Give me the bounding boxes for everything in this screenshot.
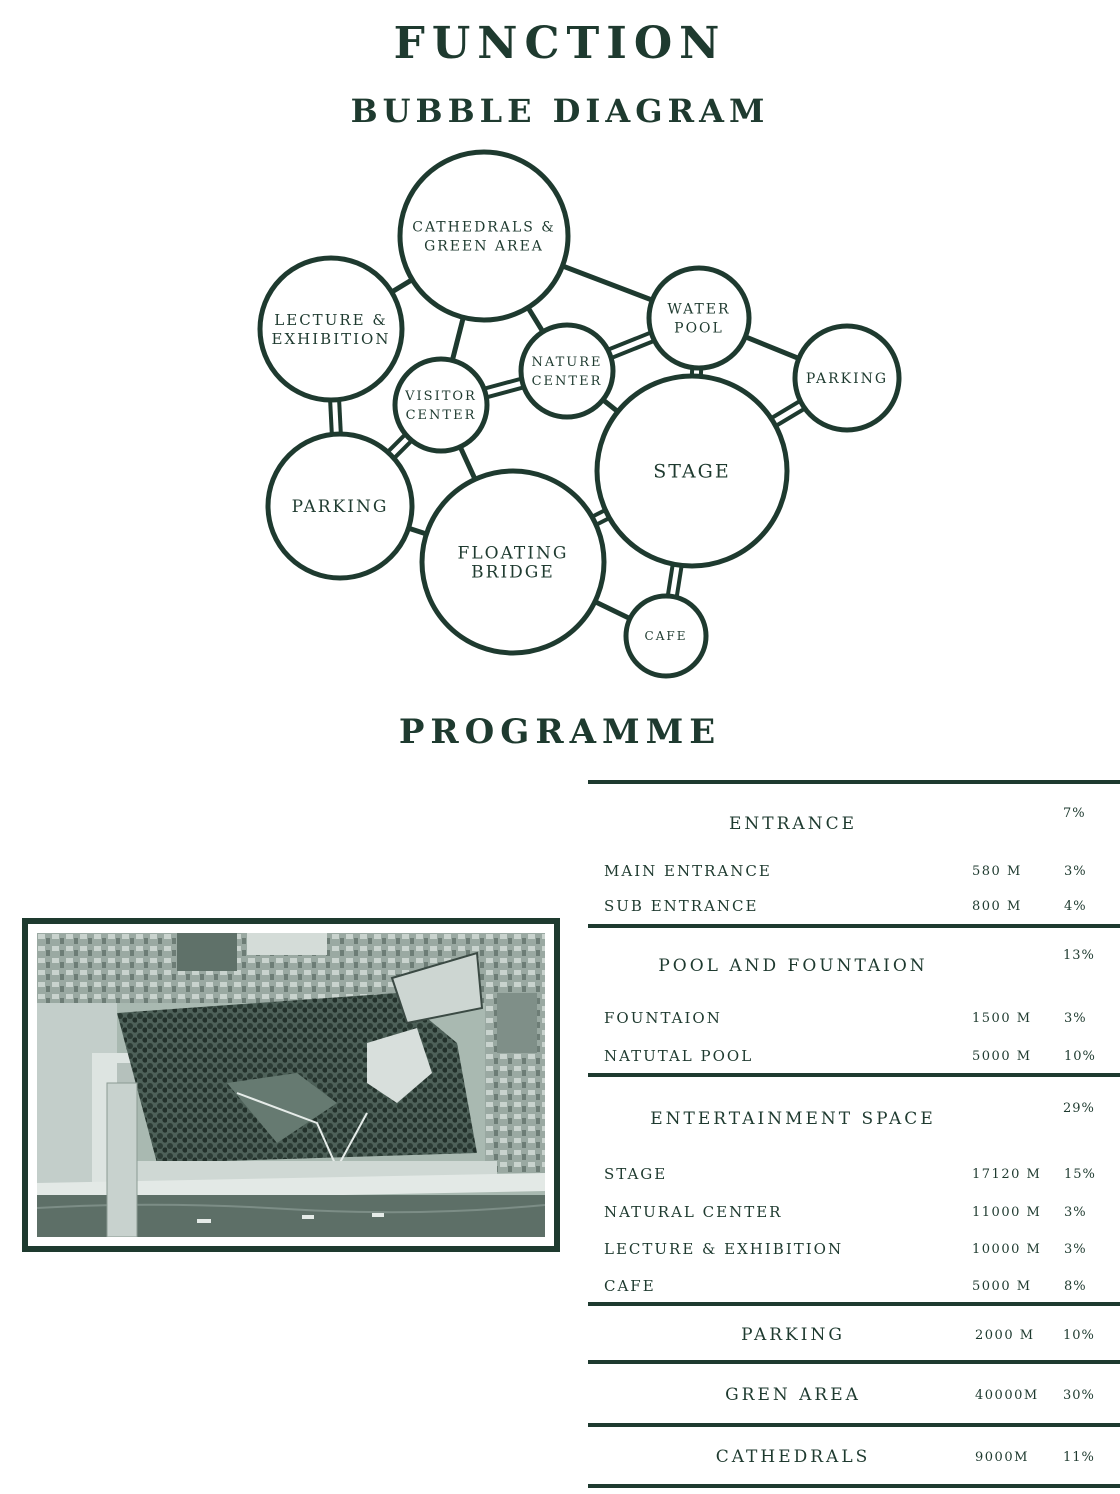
page-title: FUNCTION: [393, 18, 727, 69]
programme-row-percent: 4%: [1064, 899, 1087, 914]
programme-row-size: 580 M: [972, 864, 1022, 879]
bubble-lecture: [260, 258, 402, 400]
bubble-cafe: [626, 596, 706, 676]
programme-title: PROGRAMME: [398, 712, 722, 752]
programme-row-size: 17120 M: [972, 1167, 1042, 1182]
bubble-label: FLOATING: [457, 543, 569, 564]
bubble-label: PARKING: [291, 496, 389, 517]
section-title: PARKING: [741, 1325, 845, 1345]
bubble-label: CENTER: [531, 374, 603, 390]
programme-row-size: 1500 M: [972, 1011, 1032, 1026]
bubble-water-pool: [649, 268, 749, 368]
bubble-label: STAGE: [653, 460, 731, 483]
table-rule: [588, 1360, 1120, 1364]
table-rule: [588, 924, 1120, 928]
programme-row-percent: 3%: [1064, 1205, 1087, 1220]
section-percent: 10%: [1063, 1328, 1095, 1343]
bubble-circle: [649, 268, 749, 368]
bubble-label: LECTURE &: [274, 310, 388, 329]
table-rule: [588, 780, 1120, 784]
programme-row-percent: 10%: [1064, 1049, 1096, 1064]
bubbles-layer: [260, 152, 899, 676]
bubble-circle: [521, 325, 613, 417]
section-percent: 7%: [1063, 806, 1086, 821]
programme-row-size: 5000 M: [972, 1049, 1032, 1064]
programme-row-label: CAFE: [604, 1277, 656, 1295]
bubble-circle: [400, 152, 568, 320]
bubble-nature-center: [521, 325, 613, 417]
programme-row-percent: 15%: [1064, 1167, 1096, 1182]
programme-row-label: FOUNTAION: [604, 1009, 722, 1027]
programme-row-percent: 8%: [1064, 1279, 1087, 1294]
programme-row-size: 10000 M: [972, 1242, 1042, 1257]
table-rule: [588, 1484, 1120, 1488]
bubble-cathedrals: [400, 152, 568, 320]
bubble-label: NATURE: [531, 355, 603, 371]
programme-row-label: NATURAL CENTER: [604, 1203, 783, 1221]
section-title: ENTERTAINMENT SPACE: [650, 1109, 936, 1129]
section-title: POOL AND FOUNTAION: [658, 956, 928, 976]
bubble-label: VISITOR: [405, 389, 477, 405]
bubble-floating-bridge: [422, 471, 604, 653]
section-title: CATHEDRALS: [715, 1447, 871, 1467]
bubble-label: PARKING: [805, 370, 889, 387]
bubble-label: CENTER: [405, 408, 477, 424]
programme-row-percent: 3%: [1064, 1011, 1087, 1026]
bubble-label: EXHIBITION: [271, 329, 391, 348]
section-size: 40000M: [975, 1388, 1039, 1403]
programme-row-label: NATUTAL POOL: [604, 1047, 754, 1065]
section-percent: 29%: [1063, 1101, 1095, 1116]
bubble-label: POOL: [674, 320, 724, 337]
programme-row-percent: 3%: [1064, 1242, 1087, 1257]
bubble-label: CATHEDRALS &: [412, 219, 556, 236]
bubble-visitor-center: [395, 359, 487, 451]
bubble-label: WATER: [667, 301, 731, 318]
programme-row-label: STAGE: [604, 1165, 668, 1183]
aerial-photo-image: [37, 933, 545, 1237]
section-title: GREN AREA: [725, 1385, 861, 1405]
bubble-label: BRIDGE: [471, 562, 555, 583]
bubble-label: CAFE: [644, 629, 688, 644]
programme-row-label: MAIN ENTRANCE: [604, 862, 772, 880]
programme-row-label: SUB ENTRANCE: [604, 897, 759, 915]
table-rule: [588, 1073, 1120, 1077]
section-percent: 13%: [1063, 948, 1095, 963]
table-rule: [588, 1302, 1120, 1306]
section-percent: 11%: [1063, 1450, 1095, 1465]
bubble-circle: [395, 359, 487, 451]
table-rule: [588, 1423, 1120, 1427]
site-aerial-photo: [22, 918, 560, 1252]
programme-row-percent: 3%: [1064, 864, 1087, 879]
programme-row-size: 11000 M: [972, 1205, 1042, 1220]
bubble-label: GREEN AREA: [424, 238, 544, 255]
programme-row-size: 5000 M: [972, 1279, 1032, 1294]
programme-row-size: 800 M: [972, 899, 1022, 914]
bubble-parking-right: [795, 326, 899, 430]
section-percent: 30%: [1063, 1388, 1095, 1403]
bubble-parking-left: [268, 434, 412, 578]
section-size: 2000 M: [975, 1328, 1035, 1343]
programme-row-label: LECTURE & EXHIBITION: [604, 1240, 844, 1258]
bubble-stage: [597, 376, 787, 566]
bubble-diagram-title: BUBBLE DIAGRAM: [350, 92, 770, 130]
section-title: ENTRANCE: [729, 814, 857, 834]
section-size: 9000M: [975, 1450, 1029, 1465]
bubble-diagram: [0, 0, 1120, 700]
